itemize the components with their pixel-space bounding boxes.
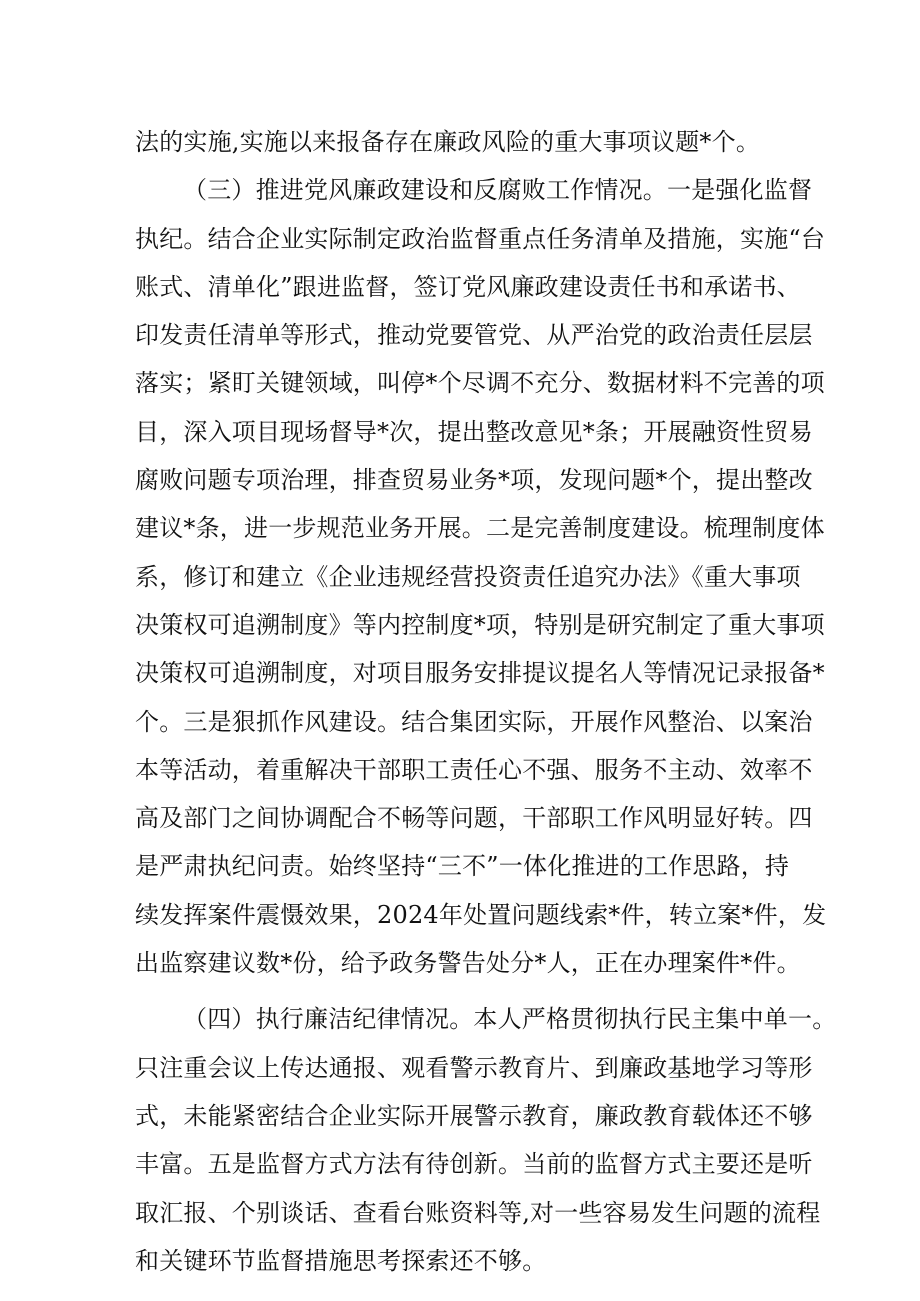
text-line: 目，深入项目现场督导*次，提出整改意见*条；开展融资性贸易 <box>135 417 813 446</box>
text-line: 决策权可追溯制度，对项目服务安排提议提名人等情况记录报备* <box>135 659 825 688</box>
text-line: 高及部门之间协调配合不畅等问题，干部职工作风明显好转。四 <box>135 804 813 833</box>
section-heading-line: （三）推进党风廉政建设和反腐败工作情况。一是强化监督 <box>183 176 813 205</box>
text-line: 建议*条，进一步规范业务开展。二是完善制度建设。梳理制度体 <box>135 514 825 543</box>
text-line: 和关键环节监督措施思考探索还不够。 <box>135 1246 547 1275</box>
text-line: 取汇报、个别谈话、查看台账资料等,对一些容易发生问题的流程 <box>135 1198 821 1227</box>
text-line: 执纪。结合企业实际制定政治监督重点任务清单及措施，实施“台 <box>135 224 826 253</box>
text-line: 丰富。五是监督方式方法有待创新。当前的监督方式主要还是听 <box>135 1150 813 1179</box>
text-line: 式，未能紧密结合企业实际开展警示教育，廉政教育载体还不够 <box>135 1101 813 1130</box>
text-line: 印发责任清单等形式，推动党要管党、从严治党的政治责任层层 <box>135 321 813 350</box>
text-line: 法的实施,实施以来报备存在廉政风险的重大事项议题*个。 <box>135 128 761 156</box>
text-line: 落实；紧盯关键领域，叫停*个尽调不充分、数据材料不完善的项 <box>135 369 825 398</box>
document-body <box>135 118 837 1285</box>
text-line: 个。三是狠抓作风建设。结合集团实际，开展作风整治、以案治 <box>135 707 813 736</box>
text-line: 续发挥案件震慑效果，2024年处置问题线索*件，转立案*件，发 <box>135 900 827 929</box>
text-line: 出监察建议数*份，给予政务警告处分*人，正在办理案件*件。 <box>135 949 801 978</box>
text-line: 决策权可追溯制度》等内控制度*项，特别是研究制定了重大事项 <box>135 610 825 639</box>
text-line: 账式、清单化”跟进监督，签订党风廉政建设责任书和承诺书、 <box>135 272 801 301</box>
text-line: 系，修订和建立《企业违规经营投资责任追究办法》《重大事项 <box>135 562 801 591</box>
text-line: 只注重会议上传达通报、观看警示教育片、到廉政基地学习等形 <box>135 1053 813 1082</box>
section-heading-line: （四）执行廉洁纪律情况。本人严格贯彻执行民主集中单一。 <box>183 1005 837 1034</box>
text-line: 本等活动，着重解决干部职工责任心不强、服务不主动、效率不 <box>135 755 813 784</box>
paragraph-gap <box>135 987 815 995</box>
text-line: 腐败问题专项治理，排查贸易业务*项，发现问题*个，提出整改 <box>135 466 813 495</box>
text-line: 是严肃执纪问责。始终坚持“三不”一体化推进的工作思路，持 <box>135 852 790 881</box>
